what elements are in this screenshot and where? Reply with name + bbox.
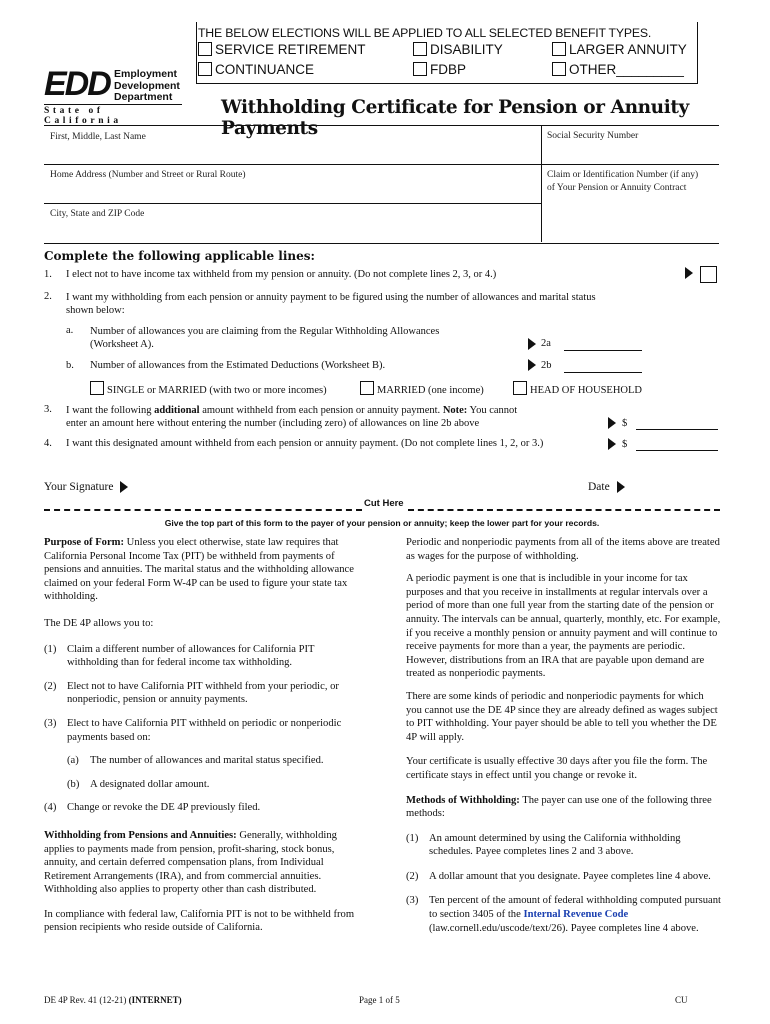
election-larger-annuity[interactable]: LARGER ANNUITY [552,42,687,57]
list-item: (2) Elect not to have California PIT withheld from your periodic, or nonperiodic, pension or annuity payments. [44,680,339,706]
line-2a-text: Number of allowances you are claiming from the Regular Withholding Allowances (Worksheet A). [90,326,440,350]
checkbox[interactable] [198,62,212,76]
line-2b-tag: 2b [541,360,552,371]
address-field[interactable]: Home Address (Number and Street or Rural Route) [50,170,246,180]
line-2b-text: Number of allowances from the Estimated Deductions (Worksheet B). [90,360,386,371]
line-2b-input[interactable] [564,359,642,373]
list-item: (3) Ten percent of the amount of federal withholding computed pursuant to section 3405 of the Internal Revenue Code (law.cornell.edu/uscode/text/26). Payee completes line 4 above. [406,895,721,934]
cut-line-right [408,509,720,511]
checkbox[interactable] [552,62,566,76]
checkbox[interactable] [552,42,566,56]
signature-label: Your Signature [44,481,114,493]
arrow-icon [608,438,616,450]
form-title: Withholding Certificate for Pension or Annuity Payments [221,97,689,139]
arrow-icon [617,481,625,493]
city-field[interactable]: City, State and ZIP Code [50,209,145,219]
list-item: (1) An amount determined by using the California withholding schedules. Payee completes lines 2 and 3 above. [406,832,681,858]
name-field[interactable]: First, Middle, Last Name [50,132,146,142]
election-continuance[interactable]: CONTINUANCE [198,62,314,77]
checkbox[interactable] [360,381,374,395]
arrow-icon [120,481,128,493]
right-column [406,536,722,935]
list-item: (3) Elect to have California PIT withheld on periodic or nonperiodic payments based on: [44,717,342,743]
edd-logo-letters: EDD [44,65,110,103]
lines-heading: Complete the following applicable lines: [44,249,315,263]
status-married[interactable]: MARRIED (one income) [360,381,484,396]
cut-line-left [44,509,362,511]
line-1-text: I elect not to have income tax withheld from my pension or annuity. (Do not complete lines 2, 3, or 4.) [66,269,497,280]
arrow-icon [528,338,536,350]
status-head-of-household[interactable]: HEAD OF HOUSEHOLD [513,381,642,396]
effective-paragraph: Your certificate is usually effective 30 days after you file the form. The certificate stays in effect until you change or revoke it. [406,756,708,781]
line-2b-letter: b. [66,360,74,371]
edd-logo-line3: Department [114,91,173,103]
edd-logo-state: State of California [44,106,122,126]
page-number: Page 1 of 5 [359,995,400,1005]
line-2a-tag: 2a [541,338,551,349]
election-other[interactable]: OTHER_________ [552,62,684,77]
line-3-text: I want the following additional amount withheld from each pension or annuity payment. Note: You cannot enter an amount here without entering the number (including zero) of allowances on line 2b above [66,405,518,429]
edd-logo [44,65,184,126]
form-id: DE 4P Rev. 41 (12-21) (INTERNET) [44,995,182,1005]
line-2-text: I want my withholding from each pension or annuity payment to be figured using the number of allowances and marital status shown below: [66,292,596,316]
periodic-definition-paragraph: A periodic payment is one that is includible in your income for tax purposes and that you receive in installments at regular intervals over a period of more than one full year from the starting date of the pension or annuity. The intervals can be annual, quarterly, monthly, etc. For example, if you receive a monthly pension or annuity payment and will continue to receive payments for more than a year, the payments are periodic. However, distributions from an IRA that are payable upon demand are treated as nonperiodic payments. [406,573,721,680]
line-1-number: 1. [44,269,52,280]
cut-instruction: Give the top part of this form to the payer of your pension or annuity; keep the lower part for your records. [164,518,600,528]
signature-field[interactable] [134,480,574,496]
edd-logo-line2: Development [114,79,180,92]
checkbox[interactable] [413,42,427,56]
list-item: (a) The number of allowances and marital status specified. [67,755,324,767]
line-4-input[interactable] [636,437,718,451]
arrow-icon [608,417,616,429]
exceptions-paragraph: There are some kinds of periodic and nonperiodic payments for which you cannot use the DE 4P since they are already defined as wages subject to PIT withholding. Your payer should be able to tell you whether the DE 4P will apply. [406,690,718,743]
arrow-icon [685,267,693,279]
line-3-dollar: $ [622,418,628,429]
list-item: (4) Change or revoke the DE 4P previously filed. [44,802,261,814]
checkbox[interactable] [198,42,212,56]
line-2a-letter: a. [66,325,74,336]
periodic-paragraph: Periodic and nonperiodic payments from all of the items above are treated as wages for the purpose of withholding. [406,537,720,562]
purpose-paragraph: Purpose of Form: Unless you elect otherwise, state law requires that California Personal Income Tax (PIT) be withheld from payments of pensions and annuities. The marital status and the withholding allowance claimed on your federal Form W-4P can be used to figure your state tax withholding. [44,537,354,603]
compliance-paragraph: In compliance with federal law, California PIT is not to be withheld from pension recipients who reside outside of California. [44,908,355,934]
line-3-input[interactable] [636,416,718,430]
checkbox[interactable] [90,381,104,395]
arrow-icon [528,359,536,371]
withholding-paragraph: Withholding from Pensions and Annuities: Generally, withholding applies to payments made from pension, profit-sharing, stock bonus, annuity, and certain deferred compensation plans, from Individual Retirement Arrangements (IRA), and from commercial annuities. Withholding also applies to property other than cash distributed. [44,829,337,896]
line-2a-input[interactable] [564,337,642,351]
date-label: Date [588,481,610,493]
election-disability[interactable]: DISABILITY [413,42,503,57]
claim-number-field[interactable]: Claim or Identification Number (if any) of Your Pension or Annuity Contract [547,170,699,193]
left-column [44,536,362,935]
methods-paragraph: Methods of Withholding: The payer can use one of the following three methods: [406,794,712,820]
line-4-number: 4. [44,438,52,449]
checkbox[interactable] [413,62,427,76]
line-1-checkbox[interactable] [700,266,717,283]
list-item: (b) A designated dollar amount. [67,778,210,790]
list-item: (1) Claim a different number of allowances for California PIT withholding than for federal income tax withholding. [44,643,315,669]
elections-heading: THE BELOW ELECTIONS WILL BE APPLIED TO ALL SELECTED BENEFIT TYPES. [198,26,652,40]
cut-here-label: Cut Here [364,498,404,509]
form-code: CU [675,995,688,1005]
line-2-number: 2. [44,291,52,302]
allows-paragraph: The DE 4P allows you to: [44,617,154,629]
line-4-dollar: $ [622,439,628,450]
status-single[interactable]: SINGLE or MARRIED (with two or more incomes) [90,381,327,396]
election-service-retirement[interactable]: SERVICE RETIREMENT [198,42,366,57]
checkbox[interactable] [513,381,527,395]
election-fdbp[interactable]: FDBP [413,62,466,77]
edd-logo-line1: Employment [114,68,178,80]
irc-link[interactable]: Internal Revenue Code [523,909,629,921]
line-4-text: I want this designated amount withheld from each pension or annuity payment. (Do not complete lines 1, 2, or 3.) [66,438,544,449]
line-3-number: 3. [44,404,52,415]
ssn-field[interactable]: Social Security Number [547,131,639,141]
date-field[interactable] [630,480,718,496]
list-item: (2) A dollar amount that you designate. Payee completes line 4 above. [406,870,711,882]
